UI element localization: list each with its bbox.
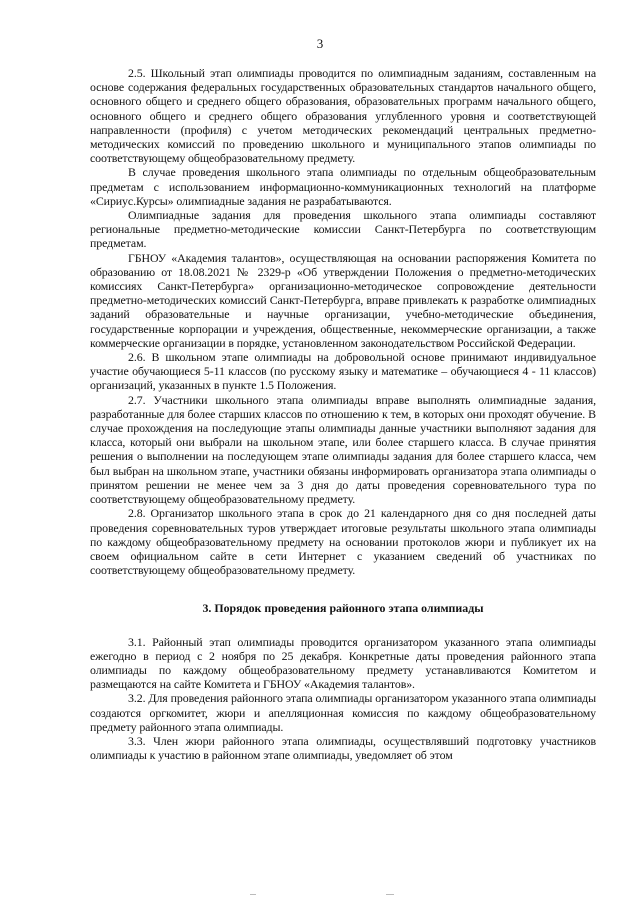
document-body	[90, 66, 596, 762]
page-number: 3	[316, 36, 324, 51]
paragraph-3-2: 3.2. Для проведения районного этапа олимпиады организатором указанного этапа олимпиады создаются оргкомитет, жюри и апелляционная комиссия по каждому общеобразовательному предмету районного этапа олимпиады.	[90, 691, 596, 734]
paragraph-academy: ГБНОУ «Академия талантов», осуществляющая на основании распоряжения Комитета по образованию от 18.08.2021 № 2329-р «Об утверждении Положения о предметно-методических комиссиях Санкт-Петербурга» организационно-методическое сопровождение деятельности предметно-методических комиссий Санкт-Петербурга, вправе привлекать к разработке олимпиадных заданий образовательные и научные организации, учебно-методические объединения, государственные корпорации и учреждения, общественные, некоммерческие организации, а также коммерческие организации в порядке, установленном законодательством Российской Федерации.	[90, 250, 596, 350]
scan-mark-right	[386, 894, 394, 895]
section-heading: 3. Порядок проведения районного этапа олимпиады	[202, 601, 484, 616]
scan-mark-left	[250, 894, 256, 895]
paragraph-3-3: 3.3. Член жюри районного этапа олимпиады, осуществлявший подготовку участников олимпиады к участию в районном этапе олимпиады, уведомляет об этом	[90, 733, 596, 763]
paragraph-2-6: 2.6. В школьном этапе олимпиады на добровольной основе принимают индивидуальное участие обучающиеся 5-11 классов (по русскому языку и математике – обучающиеся 4 - 11 классов) организаций, указанных в пункте 1.5 Положения.	[90, 350, 596, 393]
paragraph-2-8: 2.8. Организатор школьного этапа в срок до 21 календарного дня со дня последней даты проведения соревновательных туров утверждает итоговые результаты школьного этапа олимпиады по каждому общеобразовательному предмету на основании протоколов жюри и публикует их на своем официальном сайте в сети Интернет с указанием сведений об участниках по соответствующему общеобразовательному предмету.	[90, 506, 596, 578]
paragraph-sirius: В случае проведения школьного этапа олимпиады по отдельным общеобразовательным предметам с использованием информационно-коммуникационных технологий на платформе «Сириус.Курсы» олимпиадные задания не разрабатываются.	[90, 165, 596, 208]
paragraph-3-1: 3.1. Районный этап олимпиады проводится организатором указанного этапа олимпиады ежегодно в период с 2 ноября по 25 декабря. Конкретные даты проведения районного этапа олимпиады по каждому общеобразовательному предмету устанавливаются Комитетом и размещаются на сайте Комитета и ГБНОУ «Академия талантов».	[90, 634, 596, 692]
paragraph-tasks-commissions: Олимпиадные задания для проведения школьного этапа олимпиады составляют региональные предметно-методические комиссии Санкт-Петербурга по соответствующим предметам.	[90, 208, 596, 251]
paragraph-2-7: 2.7. Участники школьного этапа олимпиады вправе выполнять олимпиадные задания, разработанные для более старших классов по отношению к тем, в которых они проходят обучение. В случае прохождения на последующие этапы олимпиады данные участники выполняют задания для класса, который они выбрали на школьном этапе, или более старшего класса. В случае принятия решения о выполнении на последующем этапе олимпиады задания для более старшего класса, чем был выбран на школьном этапе, участники обязаны информировать организатора этапа олимпиады о принятом решении не менее чем за 3 дня до даты проведения соревновательного тура по соответствующему общеобразовательному предмету.	[90, 392, 596, 507]
paragraph-2-5: 2.5. Школьный этап олимпиады проводится по олимпиадным заданиям, составленным на основе содержания федеральных государственных образовательных стандартов начального общего, основного общего и среднего общего образования, образовательных программ начального общего, основного общего и среднего общего образования углубленного уровня и соответствующей направленности (профиля) с учетом методических рекомендаций центральных предметно-методических комиссий по проведению школьного и муниципального этапов олимпиады по соответствующему общеобразовательному предмету.	[90, 66, 596, 166]
